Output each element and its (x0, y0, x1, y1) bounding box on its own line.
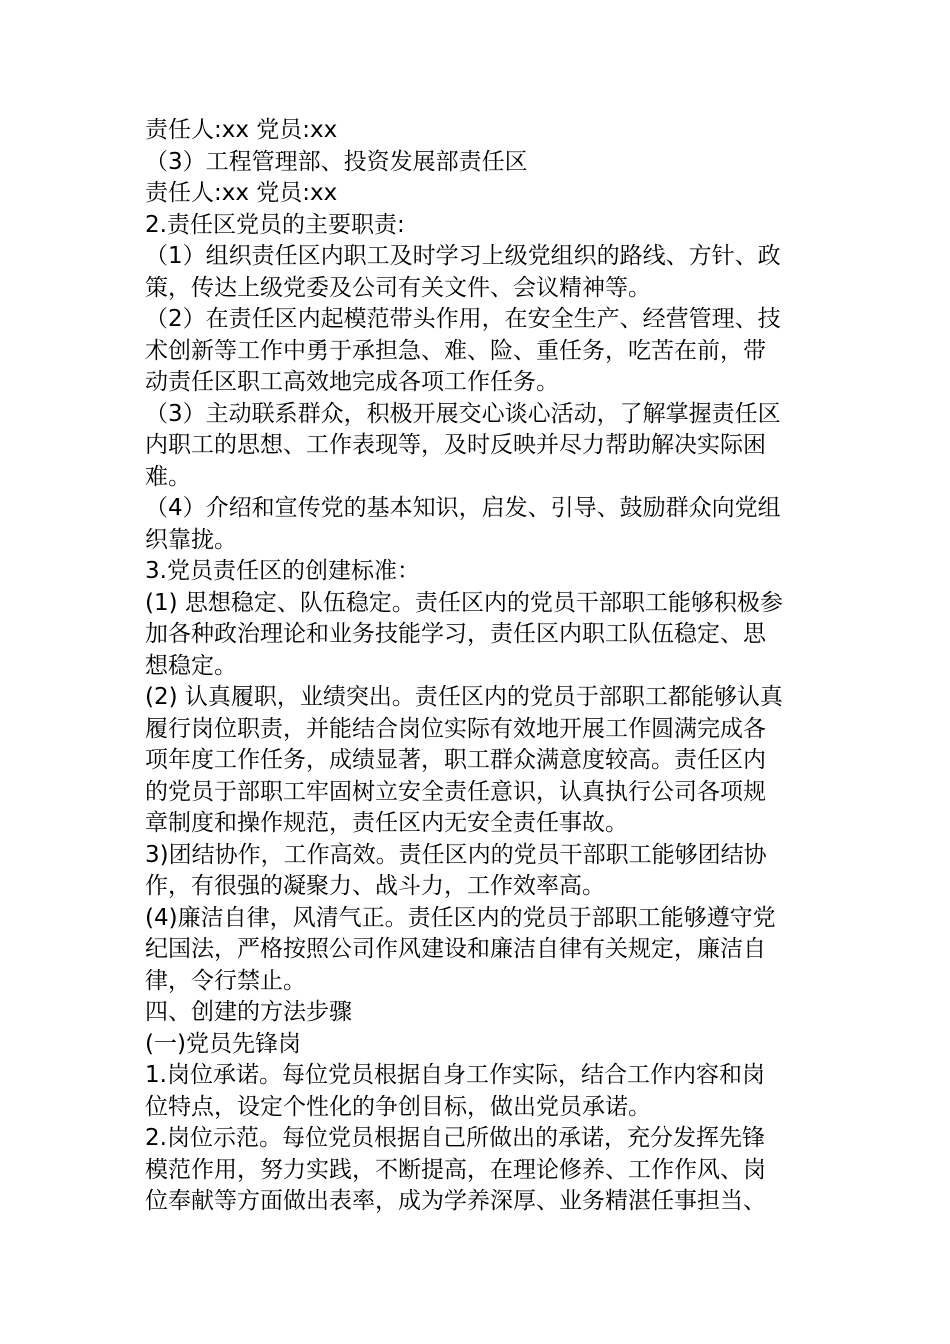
text-line: （3）工程管理部、投资发展部责任区 (145, 148, 528, 175)
text-line: 2.责任区党员的主要职责: (145, 211, 405, 238)
text-line: (一)党员先锋岗 (145, 1030, 301, 1057)
text-line: 1.岗位承诺。每位党员根据自身工作实际，结合工作内容和岗 (145, 1062, 765, 1088)
text-line: 3.党员责任区的创建标准： (145, 558, 420, 584)
text-line: (1) 思想稳定、队伍稳定。责任区内的党员干部职工能够积极参 (145, 589, 783, 616)
text-line: 内职工的思想、工作表现等，及时反映并尽力帮助解决实际困 (145, 432, 766, 458)
text-line: 章制度和操作规范，责任区内无安全责任事故。 (145, 810, 628, 836)
text-line: (2) 认真履职，业绩突出。责任区内的党员于部职工都能够认真 (145, 684, 783, 710)
text-line: (4)廉洁自律，风清气正。责任区内的党员于部职工能够遵守党 (145, 904, 776, 931)
text-line: 位特点，设定个性化的争创目标，做出党员承诺。 (145, 1093, 651, 1120)
text-line: （1）组织责任区内职工及时学习上级党组织的路线、方针、政 (145, 243, 781, 269)
text-line: 织靠拢。 (145, 526, 237, 553)
text-line: 2.岗位示范。每位党员根据自己所做出的承诺，充分发挥先锋 (145, 1125, 765, 1151)
text-line: 3)团结协作，工作高效。责任区内的党员干部职工能够团结协 (145, 841, 767, 868)
text-line: 位奉献等方面做出表率，成为学养深厚、业务精湛任事担当、 (145, 1188, 766, 1214)
text-line: 术创新等工作中勇于承担急、难、险、重任务，吃苦在前，带 (145, 337, 766, 364)
text-line: 责任人:xx 党员:xx (145, 117, 338, 143)
text-line: 的党员于部职工牢固树立安全责任意识，认真执行公司各项规 (145, 778, 766, 805)
text-line: 策，传达上级党委及公司有关文件、会议精神等。 (145, 274, 651, 301)
text-line: 履行岗位职责，并能结合岗位实际有效地开展工作圆满完成各 (145, 715, 766, 742)
text-line: 律，令行禁止。 (145, 967, 306, 994)
text-line: 加各种政治理论和业务技能学习，责任区内职工队伍稳定、思 (145, 621, 766, 647)
text-line: 四、创建的方法步骤 (145, 999, 352, 1025)
text-line: 难。 (145, 463, 191, 490)
text-line: 想稳定。 (145, 652, 237, 679)
text-line: 项年度工作任务，成绩显著，职工群众满意度较高。责任区内 (145, 747, 766, 773)
text-line: （2）在责任区内起模范带头作用，在安全生产、经营管理、技 (145, 306, 781, 332)
text-line: 动责任区职工高效地完成各项工作任务。 (145, 369, 559, 395)
text-line: 纪国法，严格按照公司作风建设和廉洁自律有关规定，廉洁自 (145, 936, 766, 962)
text-line: 责任人:xx 党员:xx (145, 180, 338, 206)
document-body (145, 115, 810, 1218)
text-line: （3）主动联系群众，积极开展交心谈心活动，了解掌握责任区 (145, 400, 781, 427)
text-line: 模范作用，努力实践，不断提高，在理论修养、工作作风、岗 (145, 1156, 766, 1183)
text-line: 作，有很强的凝聚力、战斗力，工作效率高。 (145, 873, 605, 899)
text-line: （4）介绍和宣传党的基本知识，启发、引导、鼓励群众向党组 (145, 495, 781, 521)
